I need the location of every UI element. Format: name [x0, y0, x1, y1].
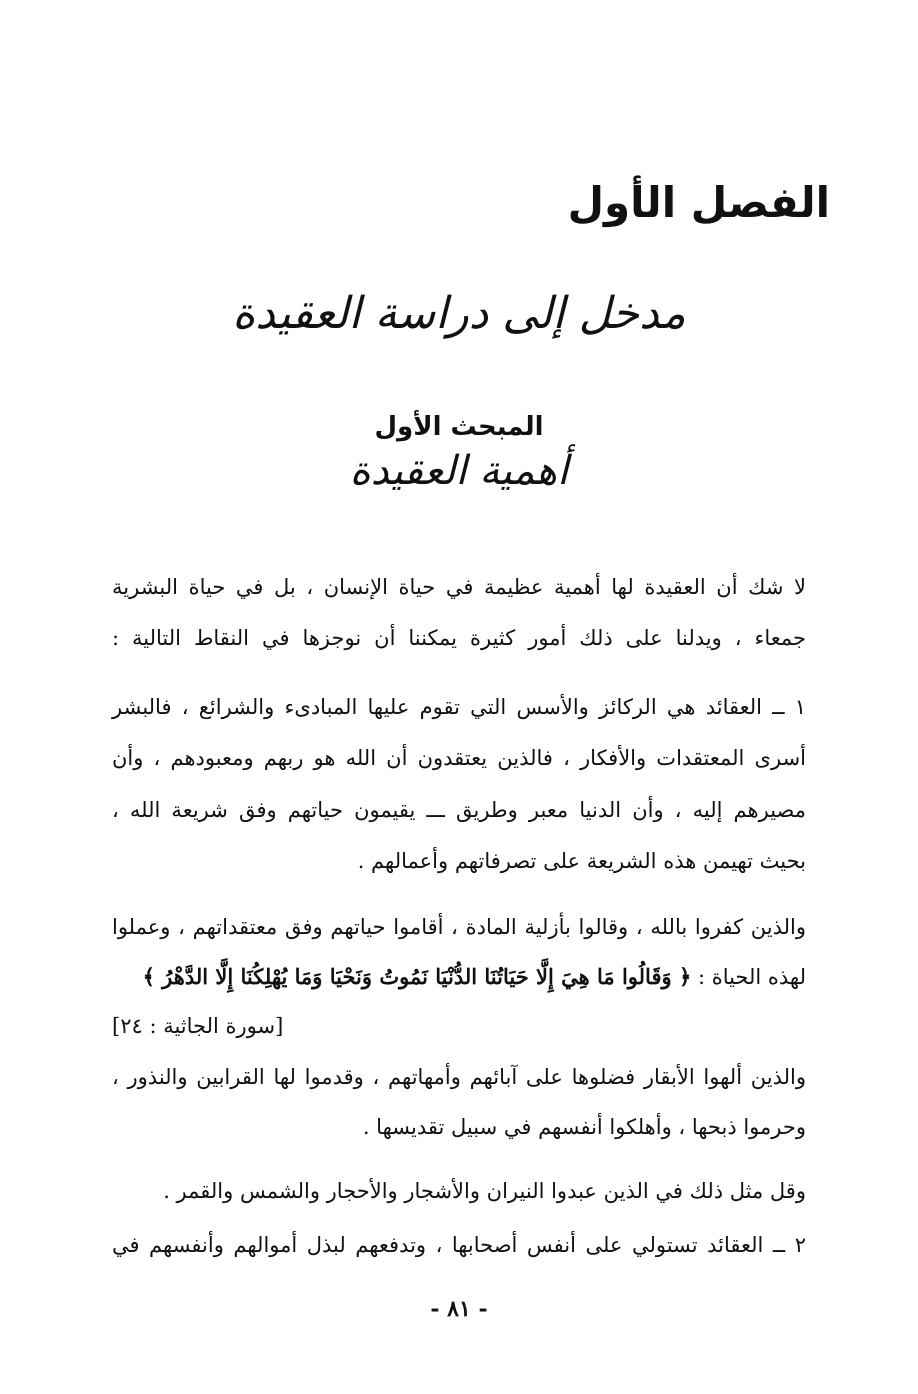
paragraph-line: والذين كفروا بالله ، وقالوا بأزلية المادة ، أقاموا حياتهم وفق معتقداتهم ، وعملوا	[112, 915, 806, 939]
verse-reference-line	[112, 1011, 806, 1041]
paragraph-line: وحرموا ذبحها ، وأهلكوا أنفسهم في سبيل تقديسها .	[362, 1115, 806, 1139]
paragraph-text: لهذه الحياة :	[697, 965, 806, 989]
chapter-subtitle: مدخل إلى دراسة العقيدة	[232, 288, 686, 339]
paragraph-line: مصيرهم إليه ، وأن الدنيا معبر وطريق ـــ يقيمون حياتهم وفق شريعة الله ،	[112, 798, 806, 822]
paragraph-line: أسرى المعتقدات والأفكار ، فالذين يعتقدون أن الله هو ربهم ومعبودهم ، وأن	[112, 746, 806, 770]
paragraph-line: ٢ ــ العقائد تستولي على أنفس أصحابها ، وتدفعهم لبذل أموالهم وأنفسهم في	[112, 1233, 806, 1257]
paragraph-line: لا شك أن العقيدة لها أهمية عظيمة في حياة الإنسان ، بل في حياة البشرية	[112, 575, 806, 599]
chapter-title: الفصل الأول	[567, 178, 830, 227]
quran-verse: ﴿ وَقَالُوا مَا هِيَ إِلَّا حَيَاتُنَا الدُّنْيَا نَمُوتُ وَنَحْيَا وَمَا يُهْلِكُنَا إِلَّا الدَّهْرُ ﴾	[142, 964, 692, 989]
section-heading: المبحث الأول	[374, 412, 544, 442]
paragraph-line: ١ ــ العقائد هي الركائز والأسس التي تقوم عليها المبادىء والشرائع ، فالبشر	[112, 695, 806, 719]
paragraph-line: وقل مثل ذلك في الذين عبدوا النيران والأشجار والأحجار والشمس والقمر .	[163, 1179, 806, 1203]
section-title: أهمية العقيدة	[349, 448, 569, 494]
page-number: - ٨١ -	[430, 1296, 488, 1322]
paragraph-line: جمعاء ، ويدلنا على ذلك أمور كثيرة يمكننا أن نوجزها في النقاط التالية :	[112, 626, 806, 650]
verse-reference: [سورة الجاثية : ٢٤]	[112, 1014, 284, 1038]
quran-verse-line	[112, 962, 806, 992]
paragraph-line: والذين ألهوا الأبقار فضلوها على آبائهم وأمهاتهم ، وقدموا لها القرابين والنذور ،	[112, 1065, 806, 1089]
paragraph-line: بحيث تهيمن هذه الشريعة على تصرفاتهم وأعمالهم .	[357, 849, 806, 873]
